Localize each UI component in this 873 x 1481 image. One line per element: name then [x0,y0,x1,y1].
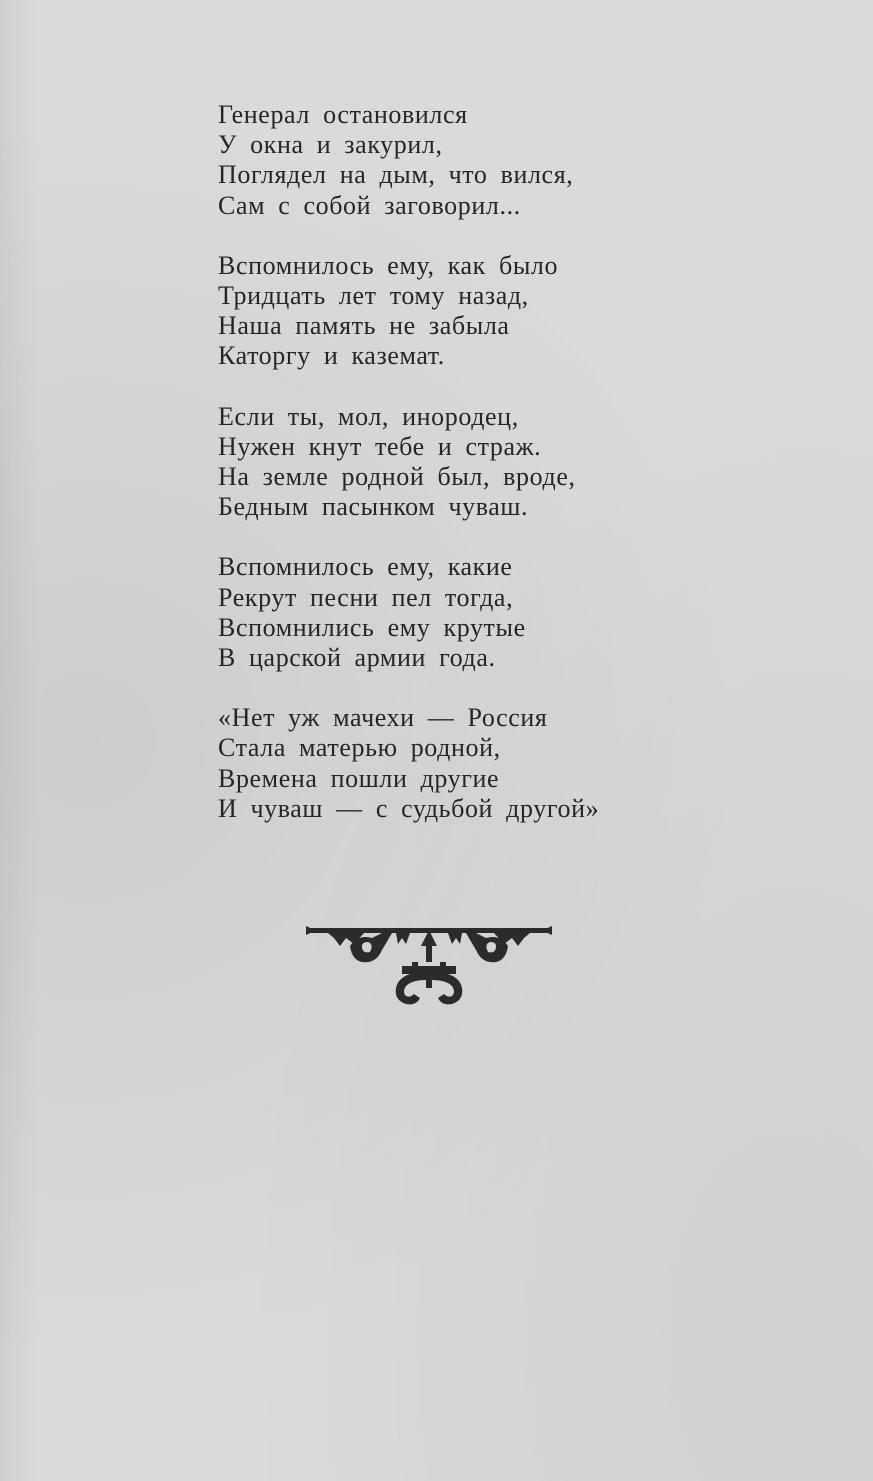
poem-line: У окна и закурил, [218,130,443,160]
poem-line: Тридцать лет тому назад, [218,281,529,311]
poem-line: Сам с собой заговорил... [218,190,521,220]
stanza-2 [218,251,678,372]
poem-line: Генерал остановился [218,100,468,129]
stanza-5 [218,703,678,824]
poem [218,100,678,854]
chuvash-ornament-icon [306,922,554,1014]
poem-line: Вспомнилось ему, как было [218,250,559,280]
poem-line: «Нет уж мачехи — Россия [218,703,548,733]
poem-line: Рекрут песни пел тогда, [218,582,514,612]
poem-line: В царской армии года. [218,643,496,673]
poem-line: На земле родной был, вроде, [218,462,576,492]
poem-line: Стала матерью родной, [218,733,501,763]
poem-line: Вспомнились ему крутые [218,612,526,642]
poem-line: Нужен кнут тебе и страж. [218,431,542,461]
poem-line: Времена пошли другие [218,763,500,793]
poem-line: Бедным пасынком чуваш. [218,492,529,522]
poem-line: И чуваш — с судьбой другой» [218,793,600,823]
poem-line: Если ты, мол, инородец, [218,401,519,431]
poem-line: Каторгу и каземат. [218,341,445,371]
poem-line: Поглядел на дым, что вился, [218,160,574,190]
poem-line: Наша память не забыла [218,311,510,341]
poem-line: Вспомнилось ему, какие [218,552,513,582]
stanza-4 [218,552,678,673]
stanza-1 [218,100,678,221]
stanza-3 [218,402,678,523]
